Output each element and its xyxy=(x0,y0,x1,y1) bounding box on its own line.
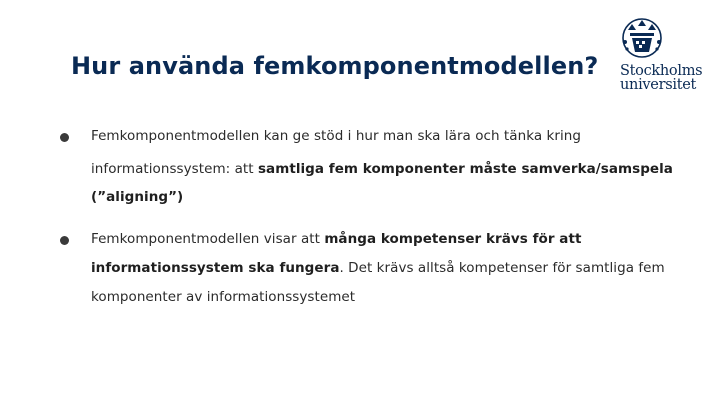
text-segment: . Det krävs alltså kompetenser för samtliga fem xyxy=(339,260,665,276)
text-segment: informationssystem: att xyxy=(91,161,258,177)
bullet-1-line-1 xyxy=(91,128,581,144)
bullet-dot xyxy=(60,133,69,142)
bullet-dot xyxy=(60,236,69,245)
bullet-2-line-3 xyxy=(91,289,355,305)
bold-text: samtliga fem komponenter måste samverka/samspela xyxy=(257,161,673,177)
bullet-1-line-2 xyxy=(91,161,673,177)
slide-title: Hur använda femkomponentmodellen? xyxy=(71,52,599,80)
bold-text: många kompetenser krävs för att xyxy=(324,231,582,247)
bullet-2-line-2 xyxy=(91,260,665,276)
bold-text: informationssystem ska fungera xyxy=(91,260,340,276)
text-segment: komponenter av informationssystemet xyxy=(91,289,356,305)
bold-text: (”aligning”) xyxy=(91,189,184,205)
logo-line-1: Stockholms xyxy=(620,63,703,79)
text-segment: Femkomponentmodellen visar att xyxy=(91,231,325,247)
text-segment: Femkomponentmodellen kan ge stöd i hur man ska lära och tänka kring xyxy=(91,128,581,144)
bullet-1-line-3 xyxy=(91,189,183,205)
bullet-2-line-1 xyxy=(91,231,581,247)
logo-line-2: universitet xyxy=(620,77,697,93)
